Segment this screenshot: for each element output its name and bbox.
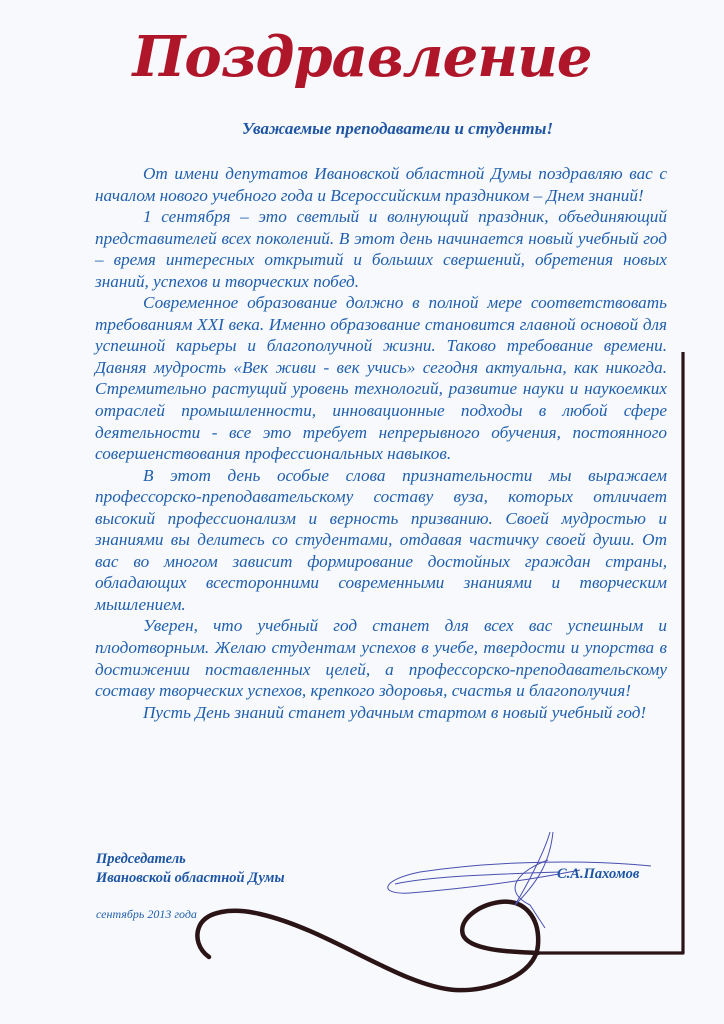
greeting-heading: Уважаемые преподаватели и студенты!	[241, 119, 554, 138]
position-line-2: Ивановской областной Думы	[96, 870, 285, 886]
border-swirl-flourish	[197, 902, 538, 990]
letter-body	[95, 163, 667, 723]
paragraph: Современное образование должно в полной мере соответствовать требованиям XXI века. Именно образование становится главной основой для успешной карьеры и благополучной жизни. Таково требование времени. Давняя мудрость «Век живи - век учись» сегодня актуальна, как никогда. Стремительно растущий уровень технологий, развитие науки и наукоемких отраслей промышленности, инновационные подходы в любой сфере деятельности - все это требует непрерывного обучения, постоянного совершенствования профессиональных навыков.	[95, 293, 667, 464]
paragraph: Пусть День знаний станет удачным стартом в новый учебный год!	[143, 702, 647, 722]
page-title: Поздравление	[132, 24, 592, 90]
signatory-position	[96, 850, 285, 888]
signatory-name: С.А.Пахомов	[557, 866, 640, 882]
letter-date: сентябрь 2013 года	[96, 907, 197, 921]
paragraph: Уверен, что учебный год станет для всех вас успешным и плодотворным. Желаю студентам успехов в учебе, твердости и упорства в достижении поставленных целей, а профессорско-преподавательскому составу творческих успехов, крепкого здоровья, счастья и благополучия!	[95, 616, 667, 701]
paragraph: От имени депутатов Ивановской областной Думы поздравляю вас с началом нового учебного года и Всероссийским праздником – Днем знаний!	[95, 164, 667, 205]
paragraph: 1 сентября – это светлый и волнующий праздник, объединяющий представителей всех поколений. В этот день начинается новый учебный год – время интересных открытий и больших свершений, обретения новых знаний, успехов и творческих побед.	[95, 207, 667, 291]
paragraph: В этот день особые слова признательности мы выражаем профессорско-преподавательскому составу вуза, которых отличает высокий профессионализм и верность призванию. Своей мудростью и знаниями вы делитесь со студентами, отдавая частичку своей души. От вас во многом зависит формирование достойных граждан страны, обладающих всесторонними современными знаниями и творческим мышлением.	[95, 465, 667, 614]
position-line-1: Председатель	[96, 851, 186, 867]
